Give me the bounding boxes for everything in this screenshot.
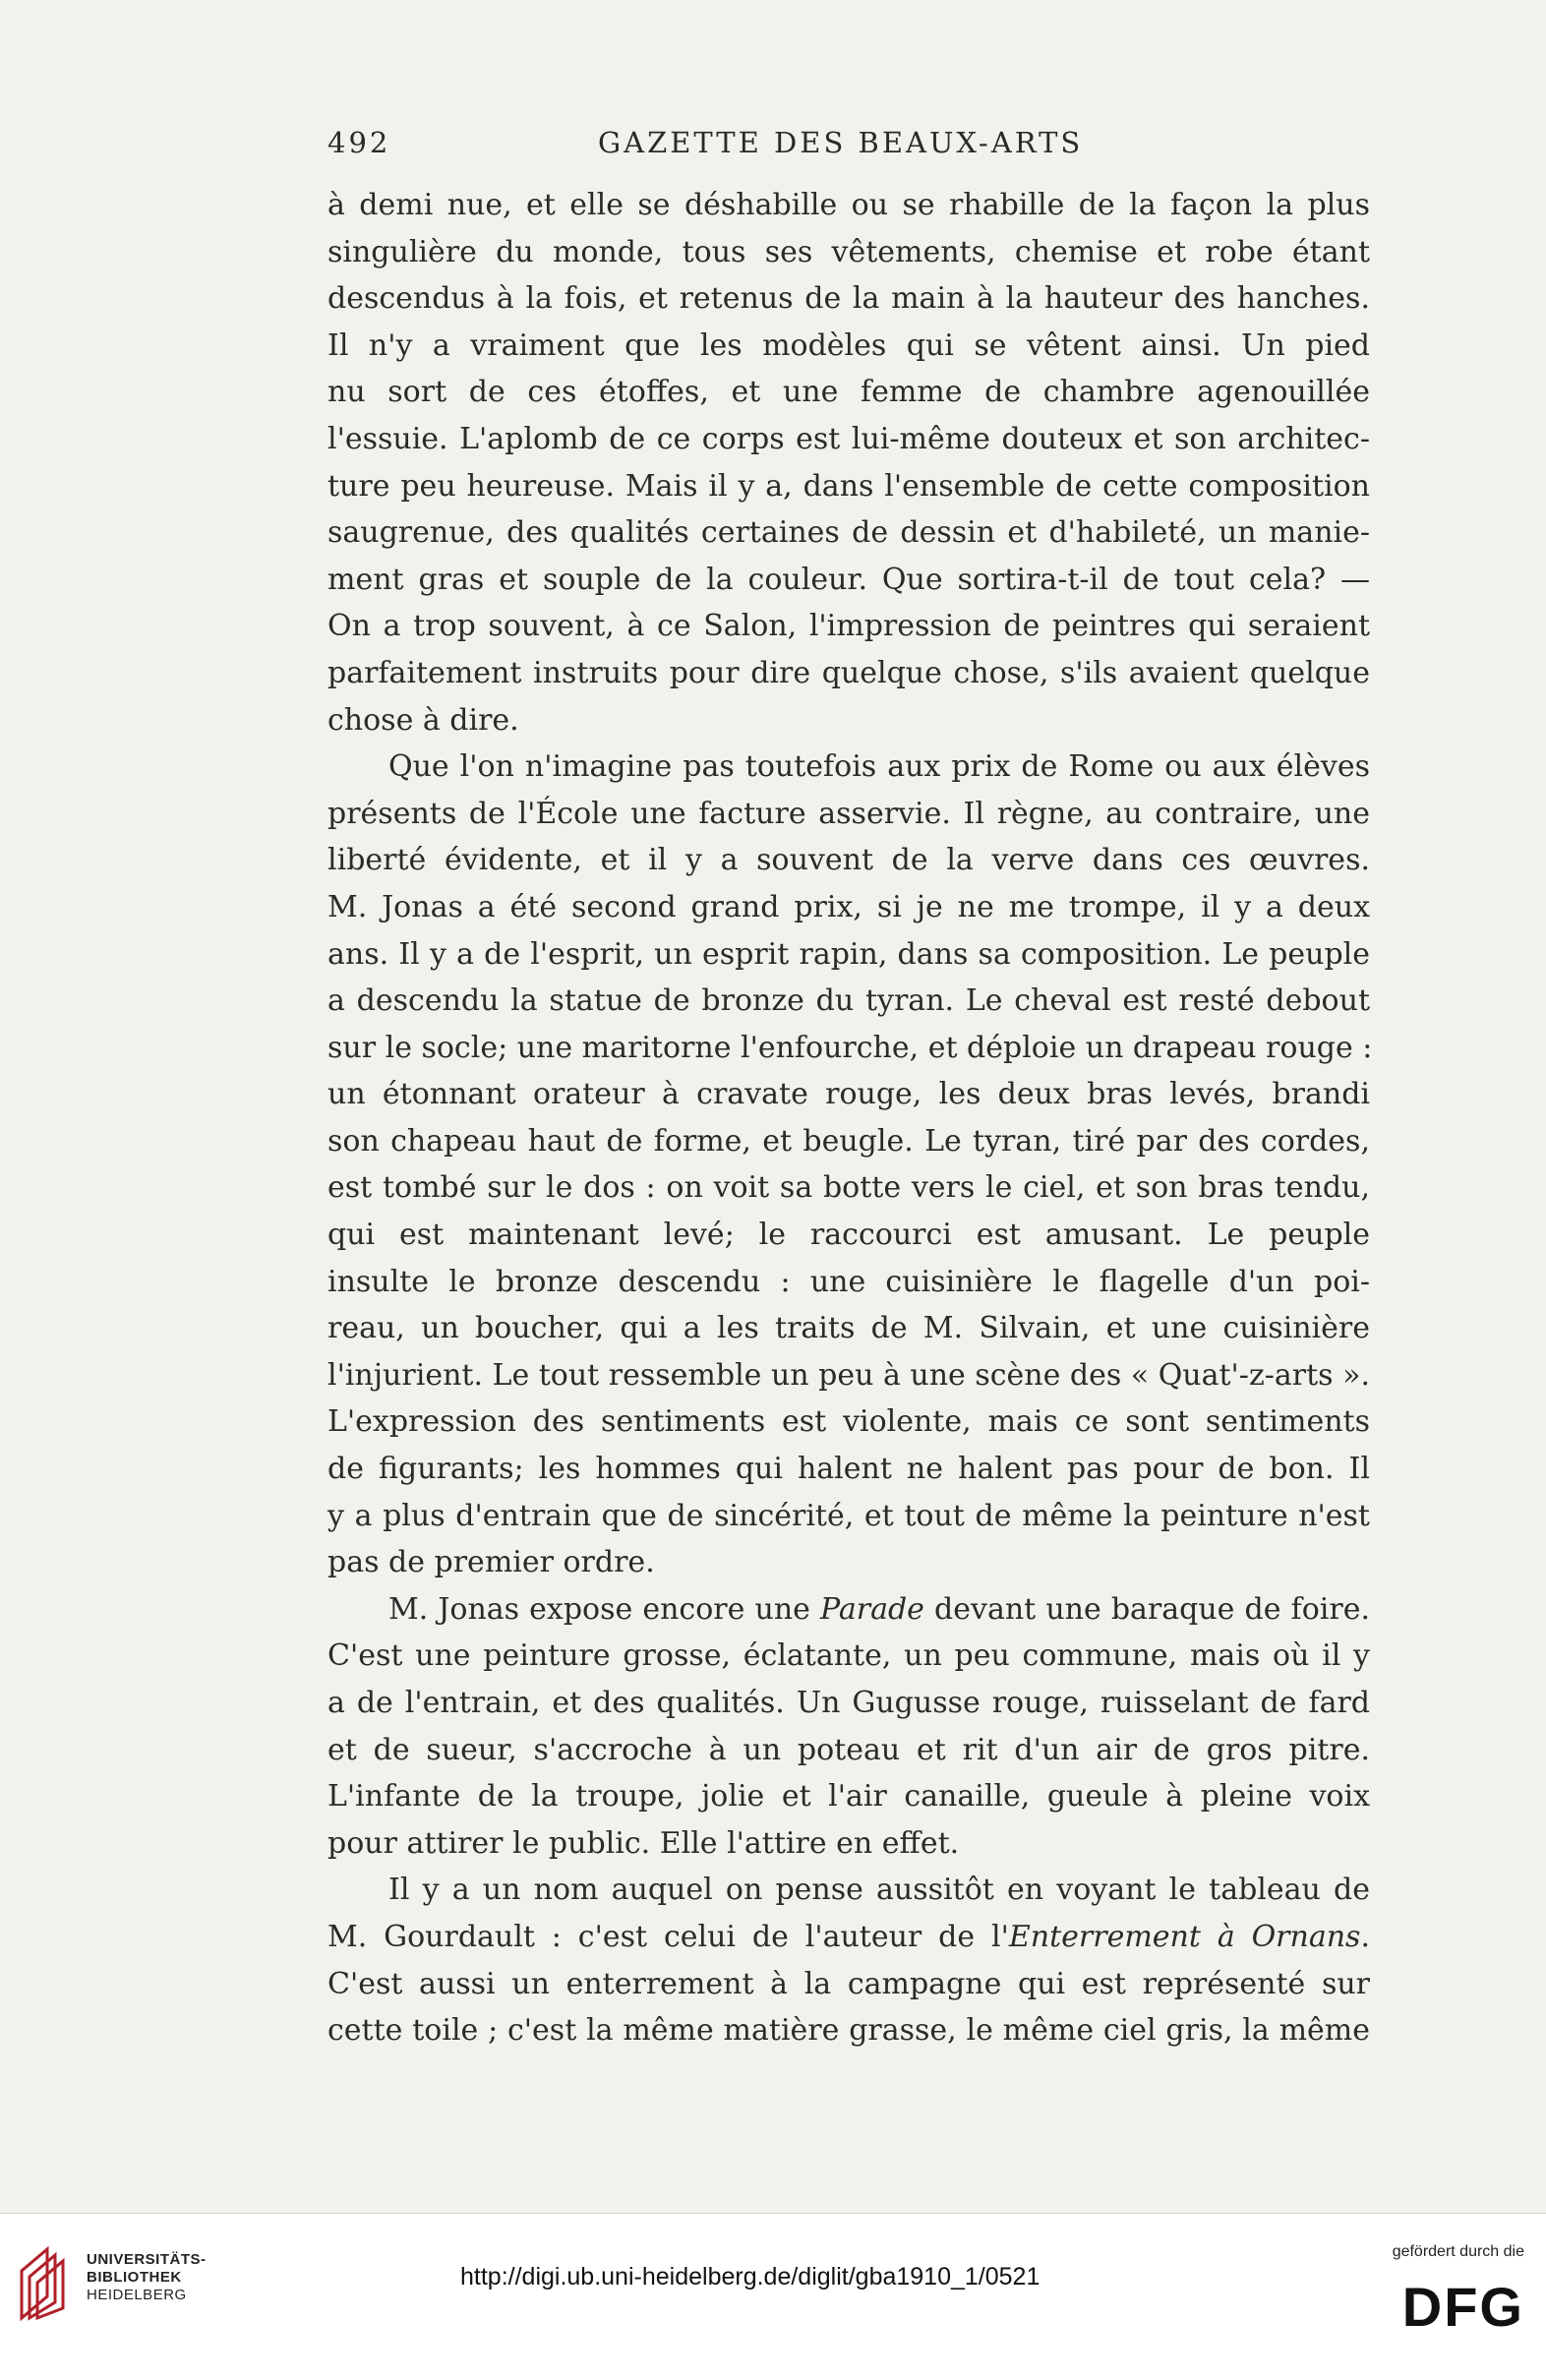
text-line: Que l'on n'imagine pas toutefois aux prix de Rome ou aux élèves [388,749,1370,785]
text-line: ture peu heureuse. Mais il y a, dans l'ensemble de cette composition [327,468,1370,504]
library-name [87,2251,207,2304]
text-line: ans. Il y a de l'esprit, un esprit rapin, dans sa composition. Le peuple [327,936,1370,972]
library-logo-icon [14,2241,75,2324]
text-line: parfaitement instruits pour dire quelque chose, s'ils avaient quelque [327,655,1370,690]
text-line: singulière du monde, tous ses vêtements, chemise et robe étant [327,234,1370,269]
text-line: a descendu la statue de bronze du tyran. Le cheval est resté debout [327,983,1370,1019]
text-line: y a plus d'entrain que de sincérité, et tout de même la peinture n'est [327,1498,1370,1533]
text-segment: . [1360,1919,1370,1954]
library-name-line: HEIDELBERG [87,2287,187,2303]
text-segment: devant une baraque de foire. [923,1591,1370,1627]
text-line: l'essuie. L'aplomb de ce corps est lui-même douteux et son architec- [327,421,1370,456]
text-line: l'injurient. Le tout ressemble un peu à une scène des « Quat'-z-arts ». [327,1357,1370,1393]
text-line: M. Jonas a été second grand prix, si je ne me trompe, il y a deux [327,889,1370,924]
text-line: descendus à la fois, et retenus de la main à la hauteur des hanches. [327,281,1370,317]
running-header [327,126,1370,165]
artwork-title-enterrement: Enterrement à Ornans [1008,1919,1361,1954]
text-line: est tombé sur le dos : on voit sa botte vers le ciel, et son bras tendu, [327,1170,1370,1206]
text-line: de figurants; les hommes qui halent ne halent pas pour de bon. Il [327,1452,1370,1487]
text-line: et de sueur, s'accroche à un poteau et rit d'un air de gros pitre. [327,1732,1370,1767]
text-line: présents de l'École une facture asservie. Il règne, au contraire, une [327,796,1370,831]
text-line: On a trop souvent, à ce Salon, l'impression de peintres qui seraient [327,609,1370,644]
article-body [327,182,1373,2054]
text-line: C'est aussi un enterrement à la campagne qui est représenté sur [327,1966,1370,2001]
text-line-enterrement [327,1914,1370,1961]
text-line: pas de premier ordre. [327,1545,655,1580]
text-line: Il n'y a vraiment que les modèles qui se vêtent ainsi. Un pied [327,327,1370,363]
text-line: saugrenue, des qualités certaines de dessin et d'habileté, un manie- [327,515,1370,551]
text-line: liberté évidente, et il y a souvent de la verve dans ces œuvres. [327,843,1370,878]
text-line: à demi nue, et elle se déshabille ou se rhabille de la façon la plus [327,188,1370,222]
text-line: L'expression des sentiments est violente, mais ce sont sentiments [327,1404,1370,1440]
text-segment: M. Gourdault : c'est celui de l'auteur de l' [327,1919,1009,1954]
text-line: reau, un boucher, qui a les traits de M. Silvain, et une cuisinière [327,1311,1370,1346]
text-line: son chapeau haut de forme, et beugle. Le tyran, tiré par des cordes, [327,1123,1370,1159]
library-name-line: BIBLIOTHEK [87,2269,182,2286]
library-name-line: UNIVERSITÄTS- [87,2251,207,2268]
text-line: a de l'entrain, et des qualités. Un Gugusse rouge, ruisselant de fard [327,1686,1370,1720]
dfg-logo: DFG [1401,2276,1524,2338]
text-line: un étonnant orateur à cravate rouge, les deux bras levés, brandi [327,1077,1370,1112]
digitization-footer [0,2213,1546,2380]
text-line: insulte le bronze descendu : une cuisinière le flagelle d'un poi- [327,1264,1370,1299]
journal-title: GAZETTE DES BEAUX-ARTS [598,126,1084,159]
text-line: L'infante de la troupe, jolie et l'air canaille, gueule à pleine voix [327,1779,1370,1815]
text-line: cette toile ; c'est la même matière grasse, le même ciel gris, la même [327,2013,1370,2049]
text-line: sur le socle; une maritorne l'enfourche, et déploie un drapeau rouge : [327,1030,1373,1065]
artwork-title-parade: Parade [820,1591,924,1627]
text-line: chose à dire. [327,702,519,738]
text-line-parade [327,1586,1370,1634]
text-line: nu sort de ces étoffes, et une femme de chambre agenouillée [327,375,1370,410]
text-line: pour attirer le public. Elle l'attire en effet. [327,1825,960,1861]
text-line: ment gras et souple de la couleur. Que sortira-t-il de tout cela? — [327,562,1370,597]
text-line: qui est maintenant levé; le raccourci est amusant. Le peuple [327,1218,1370,1253]
text-line: C'est une peinture grosse, éclatante, un peu commune, mais où il y [327,1638,1370,1674]
page-number: 492 [327,126,391,159]
text-segment: M. Jonas expose encore une [388,1591,821,1627]
funding-note: gefördert durch die [1392,2243,1524,2260]
permalink-url[interactable]: http://digi.ub.uni-heidelberg.de/diglit/gba1910_1/0521 [460,2263,1041,2291]
text-line: Il y a un nom auquel on pense aussitôt en voyant le tableau de [388,1873,1370,1908]
